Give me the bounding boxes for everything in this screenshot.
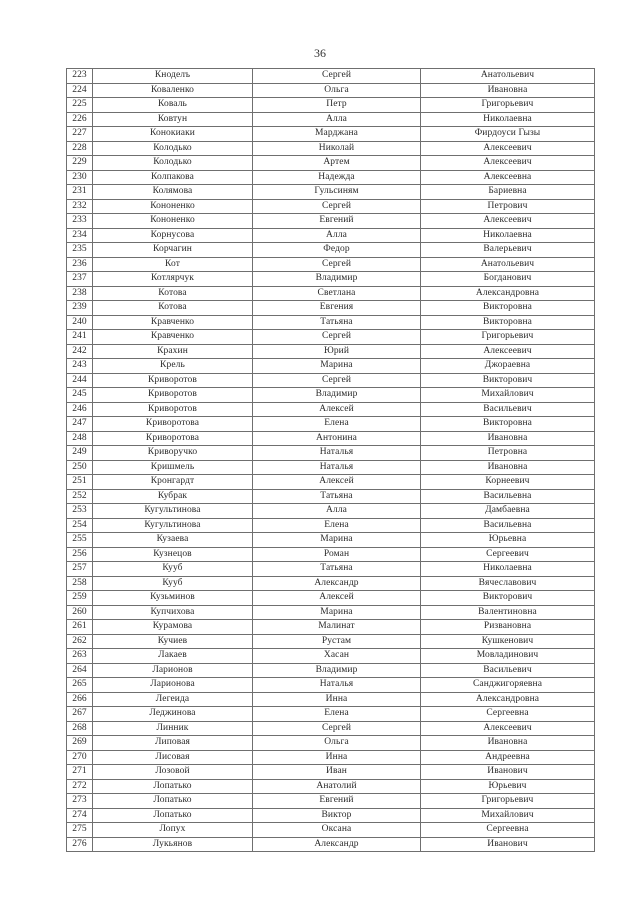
row-number-cell: 263 [67,649,93,664]
surname-cell: Кузаева [93,533,253,548]
surname-cell: Конокиаки [93,127,253,142]
patronymic-cell: Дамбаевна [421,504,595,519]
first-name-cell: Федор [253,243,421,258]
patronymic-cell: Кушкенович [421,634,595,649]
table-row [67,765,595,780]
first-name-cell: Николай [253,141,421,156]
surname-cell: Ларионова [93,678,253,693]
surname-cell: Кот [93,257,253,272]
row-number-cell: 264 [67,663,93,678]
surname-cell: Линник [93,721,253,736]
first-name-cell: Наталья [253,446,421,461]
first-name-cell: Владимир [253,388,421,403]
row-number-cell: 269 [67,736,93,751]
patronymic-cell: Фирдоуси Гызы [421,127,595,142]
row-number-cell: 223 [67,69,93,84]
surname-cell: Крахин [93,344,253,359]
table-row [67,649,595,664]
surname-cell: Кноделъ [93,69,253,84]
patronymic-cell: Викторовна [421,301,595,316]
patronymic-cell: Григорьевич [421,794,595,809]
row-number-cell: 251 [67,475,93,490]
table-row [67,170,595,185]
table-row [67,678,595,693]
first-name-cell: Евгений [253,214,421,229]
surname-cell: Липовая [93,736,253,751]
table-row [67,837,595,852]
patronymic-cell: Викторович [421,591,595,606]
patronymic-cell: Анатольевич [421,257,595,272]
row-number-cell: 244 [67,373,93,388]
first-name-cell: Сергей [253,721,421,736]
first-name-cell: Татьяна [253,489,421,504]
row-number-cell: 275 [67,823,93,838]
patronymic-cell: Васильевна [421,518,595,533]
row-number-cell: 252 [67,489,93,504]
patronymic-cell: Петровна [421,446,595,461]
first-name-cell: Надежда [253,170,421,185]
patronymic-cell: Васильевич [421,663,595,678]
first-name-cell: Марина [253,605,421,620]
row-number-cell: 258 [67,576,93,591]
first-name-cell: Светлана [253,286,421,301]
table-row [67,721,595,736]
patronymic-cell: Иванович [421,765,595,780]
surname-cell: Кубрак [93,489,253,504]
row-number-cell: 243 [67,359,93,374]
row-number-cell: 245 [67,388,93,403]
first-name-cell: Малинат [253,620,421,635]
table-row [67,83,595,98]
surname-cell: Колодько [93,156,253,171]
surname-cell: Колодько [93,141,253,156]
table-row [67,69,595,84]
table-row [67,533,595,548]
surname-cell: Кононенко [93,199,253,214]
patronymic-cell: Михайлович [421,388,595,403]
table-row [67,156,595,171]
first-name-cell: Елена [253,417,421,432]
first-name-cell: Елена [253,518,421,533]
table-row [67,315,595,330]
row-number-cell: 237 [67,272,93,287]
patronymic-cell: Викторович [421,373,595,388]
patronymic-cell: Сергеевна [421,823,595,838]
table-row [67,663,595,678]
roster-body [67,69,595,852]
surname-cell: Лакаев [93,649,253,664]
surname-cell: Котова [93,286,253,301]
first-name-cell: Алексей [253,402,421,417]
patronymic-cell: Богданович [421,272,595,287]
surname-cell: Корчагин [93,243,253,258]
first-name-cell: Инна [253,750,421,765]
row-number-cell: 255 [67,533,93,548]
row-number-cell: 250 [67,460,93,475]
row-number-cell: 246 [67,402,93,417]
patronymic-cell: Валерьевич [421,243,595,258]
first-name-cell: Оксана [253,823,421,838]
first-name-cell: Марина [253,359,421,374]
surname-cell: Криворотова [93,417,253,432]
page-number: 36 [314,46,326,60]
patronymic-cell: Григорьевич [421,98,595,113]
row-number-cell: 248 [67,431,93,446]
first-name-cell: Алла [253,112,421,127]
first-name-cell: Артем [253,156,421,171]
row-number-cell: 233 [67,214,93,229]
row-number-cell: 260 [67,605,93,620]
surname-cell: Котлярчук [93,272,253,287]
patronymic-cell: Ивановна [421,736,595,751]
table-row [67,402,595,417]
table-row [67,286,595,301]
table-row [67,823,595,838]
row-number-cell: 257 [67,562,93,577]
table-row [67,692,595,707]
patronymic-cell: Ризвановна [421,620,595,635]
patronymic-cell: Сергеевна [421,707,595,722]
table-row [67,576,595,591]
patronymic-cell: Алексеевна [421,170,595,185]
row-number-cell: 225 [67,98,93,113]
first-name-cell: Алексей [253,475,421,490]
patronymic-cell: Санджигоряевна [421,678,595,693]
surname-cell: Кравченко [93,315,253,330]
row-number-cell: 256 [67,547,93,562]
surname-cell: Крель [93,359,253,374]
table-row [67,359,595,374]
first-name-cell: Александр [253,837,421,852]
table-row [67,373,595,388]
table-row [67,736,595,751]
row-number-cell: 270 [67,750,93,765]
table-row [67,634,595,649]
surname-cell: Лопух [93,823,253,838]
patronymic-cell: Мовладинович [421,649,595,664]
first-name-cell: Виктор [253,808,421,823]
patronymic-cell: Юрьевич [421,779,595,794]
table-row [67,417,595,432]
patronymic-cell: Николаевна [421,112,595,127]
table-row [67,591,595,606]
patronymic-cell: Григорьевич [421,330,595,345]
table-row [67,547,595,562]
row-number-cell: 228 [67,141,93,156]
row-number-cell: 276 [67,837,93,852]
row-number-cell: 249 [67,446,93,461]
table-row [67,388,595,403]
surname-cell: Курамова [93,620,253,635]
row-number-cell: 234 [67,228,93,243]
surname-cell: Лопатько [93,779,253,794]
patronymic-cell: Алексеевич [421,721,595,736]
surname-cell: Купчихова [93,605,253,620]
table-row [67,141,595,156]
row-number-cell: 272 [67,779,93,794]
table-row [67,794,595,809]
surname-cell: Криворотов [93,388,253,403]
surname-cell: Кууб [93,576,253,591]
patronymic-cell: Джораевна [421,359,595,374]
row-number-cell: 236 [67,257,93,272]
patronymic-cell: Викторовна [421,315,595,330]
first-name-cell: Татьяна [253,315,421,330]
row-number-cell: 242 [67,344,93,359]
patronymic-cell: Анатольевич [421,69,595,84]
table-row [67,344,595,359]
table-row [67,272,595,287]
table-row [67,518,595,533]
surname-cell: Кугультинова [93,504,253,519]
patronymic-cell: Петрович [421,199,595,214]
patronymic-cell: Николаевна [421,562,595,577]
patronymic-cell: Васильевна [421,489,595,504]
patronymic-cell: Александровна [421,286,595,301]
table-row [67,330,595,345]
surname-cell: Леджинова [93,707,253,722]
row-number-cell: 254 [67,518,93,533]
row-number-cell: 226 [67,112,93,127]
surname-cell: Лисовая [93,750,253,765]
patronymic-cell: Бариевна [421,185,595,200]
row-number-cell: 273 [67,794,93,809]
surname-cell: Криворучко [93,446,253,461]
surname-cell: Коваль [93,98,253,113]
surname-cell: Кононенко [93,214,253,229]
surname-cell: Кравченко [93,330,253,345]
surname-cell: Коваленко [93,83,253,98]
first-name-cell: Рустам [253,634,421,649]
table-row [67,431,595,446]
first-name-cell: Алексей [253,591,421,606]
first-name-cell: Ольга [253,83,421,98]
table-row [67,489,595,504]
row-number-cell: 268 [67,721,93,736]
row-number-cell: 247 [67,417,93,432]
first-name-cell: Марина [253,533,421,548]
first-name-cell: Владимир [253,272,421,287]
first-name-cell: Марджана [253,127,421,142]
table-row [67,199,595,214]
first-name-cell: Антонина [253,431,421,446]
patronymic-cell: Иванович [421,837,595,852]
first-name-cell: Анатолий [253,779,421,794]
first-name-cell: Сергей [253,257,421,272]
patronymic-cell: Валентиновна [421,605,595,620]
first-name-cell: Алла [253,504,421,519]
patronymic-cell: Алексеевич [421,141,595,156]
row-number-cell: 267 [67,707,93,722]
table-row [67,779,595,794]
first-name-cell: Петр [253,98,421,113]
table-row [67,185,595,200]
table-row [67,112,595,127]
table-row [67,127,595,142]
patronymic-cell: Алексеевич [421,344,595,359]
first-name-cell: Елена [253,707,421,722]
table-row [67,460,595,475]
first-name-cell: Инна [253,692,421,707]
row-number-cell: 224 [67,83,93,98]
first-name-cell: Татьяна [253,562,421,577]
first-name-cell: Наталья [253,460,421,475]
surname-cell: Лукьянов [93,837,253,852]
first-name-cell: Наталья [253,678,421,693]
patronymic-cell: Алексеевич [421,214,595,229]
patronymic-cell: Викторовна [421,417,595,432]
table-row [67,475,595,490]
row-number-cell: 235 [67,243,93,258]
patronymic-cell: Андреевна [421,750,595,765]
row-number-cell: 266 [67,692,93,707]
patronymic-cell: Корнеевич [421,475,595,490]
first-name-cell: Хасан [253,649,421,664]
first-name-cell: Сергей [253,373,421,388]
surname-cell: Криворотов [93,402,253,417]
first-name-cell: Ольга [253,736,421,751]
surname-cell: Колямова [93,185,253,200]
patronymic-cell: Ивановна [421,460,595,475]
table-row [67,562,595,577]
table-row [67,808,595,823]
table-row [67,228,595,243]
surname-cell: Колпакова [93,170,253,185]
row-number-cell: 240 [67,315,93,330]
patronymic-cell: Сергеевич [421,547,595,562]
row-number-cell: 262 [67,634,93,649]
table-row [67,750,595,765]
row-number-cell: 232 [67,199,93,214]
first-name-cell: Роман [253,547,421,562]
table-row [67,214,595,229]
surname-cell: Кузнецов [93,547,253,562]
first-name-cell: Гульсиням [253,185,421,200]
first-name-cell: Владимир [253,663,421,678]
row-number-cell: 227 [67,127,93,142]
surname-cell: Кууб [93,562,253,577]
row-number-cell: 241 [67,330,93,345]
table-row [67,243,595,258]
surname-cell: Кугультинова [93,518,253,533]
surname-cell: Криворотова [93,431,253,446]
surname-cell: Кузьминов [93,591,253,606]
row-number-cell: 274 [67,808,93,823]
surname-cell: Лопатько [93,808,253,823]
first-name-cell: Евгений [253,794,421,809]
first-name-cell: Сергей [253,69,421,84]
first-name-cell: Сергей [253,330,421,345]
patronymic-cell: Александровна [421,692,595,707]
surname-cell: Ларионов [93,663,253,678]
table-row [67,446,595,461]
surname-cell: Котова [93,301,253,316]
surname-cell: Корнусова [93,228,253,243]
patronymic-cell: Николаевна [421,228,595,243]
patronymic-cell: Ивановна [421,83,595,98]
row-number-cell: 229 [67,156,93,171]
row-number-cell: 271 [67,765,93,780]
patronymic-cell: Юрьевна [421,533,595,548]
first-name-cell: Сергей [253,199,421,214]
row-number-cell: 261 [67,620,93,635]
table-row [67,98,595,113]
patronymic-cell: Михайлович [421,808,595,823]
patronymic-cell: Алексеевич [421,156,595,171]
surname-cell: Кришмель [93,460,253,475]
surname-cell: Ковтун [93,112,253,127]
patronymic-cell: Вячеславович [421,576,595,591]
first-name-cell: Александр [253,576,421,591]
row-number-cell: 239 [67,301,93,316]
first-name-cell: Иван [253,765,421,780]
surname-cell: Криворотов [93,373,253,388]
table-row [67,301,595,316]
roster-table [66,68,595,852]
table-row [67,707,595,722]
first-name-cell: Юрий [253,344,421,359]
row-number-cell: 238 [67,286,93,301]
table-row [67,504,595,519]
first-name-cell: Евгения [253,301,421,316]
surname-cell: Легеида [93,692,253,707]
row-number-cell: 265 [67,678,93,693]
surname-cell: Лозовой [93,765,253,780]
patronymic-cell: Васильевич [421,402,595,417]
row-number-cell: 253 [67,504,93,519]
table-row [67,605,595,620]
patronymic-cell: Ивановна [421,431,595,446]
surname-cell: Кучиев [93,634,253,649]
row-number-cell: 259 [67,591,93,606]
row-number-cell: 230 [67,170,93,185]
row-number-cell: 231 [67,185,93,200]
first-name-cell: Алла [253,228,421,243]
table-row [67,620,595,635]
surname-cell: Кронгардт [93,475,253,490]
surname-cell: Лопатько [93,794,253,809]
table-row [67,257,595,272]
